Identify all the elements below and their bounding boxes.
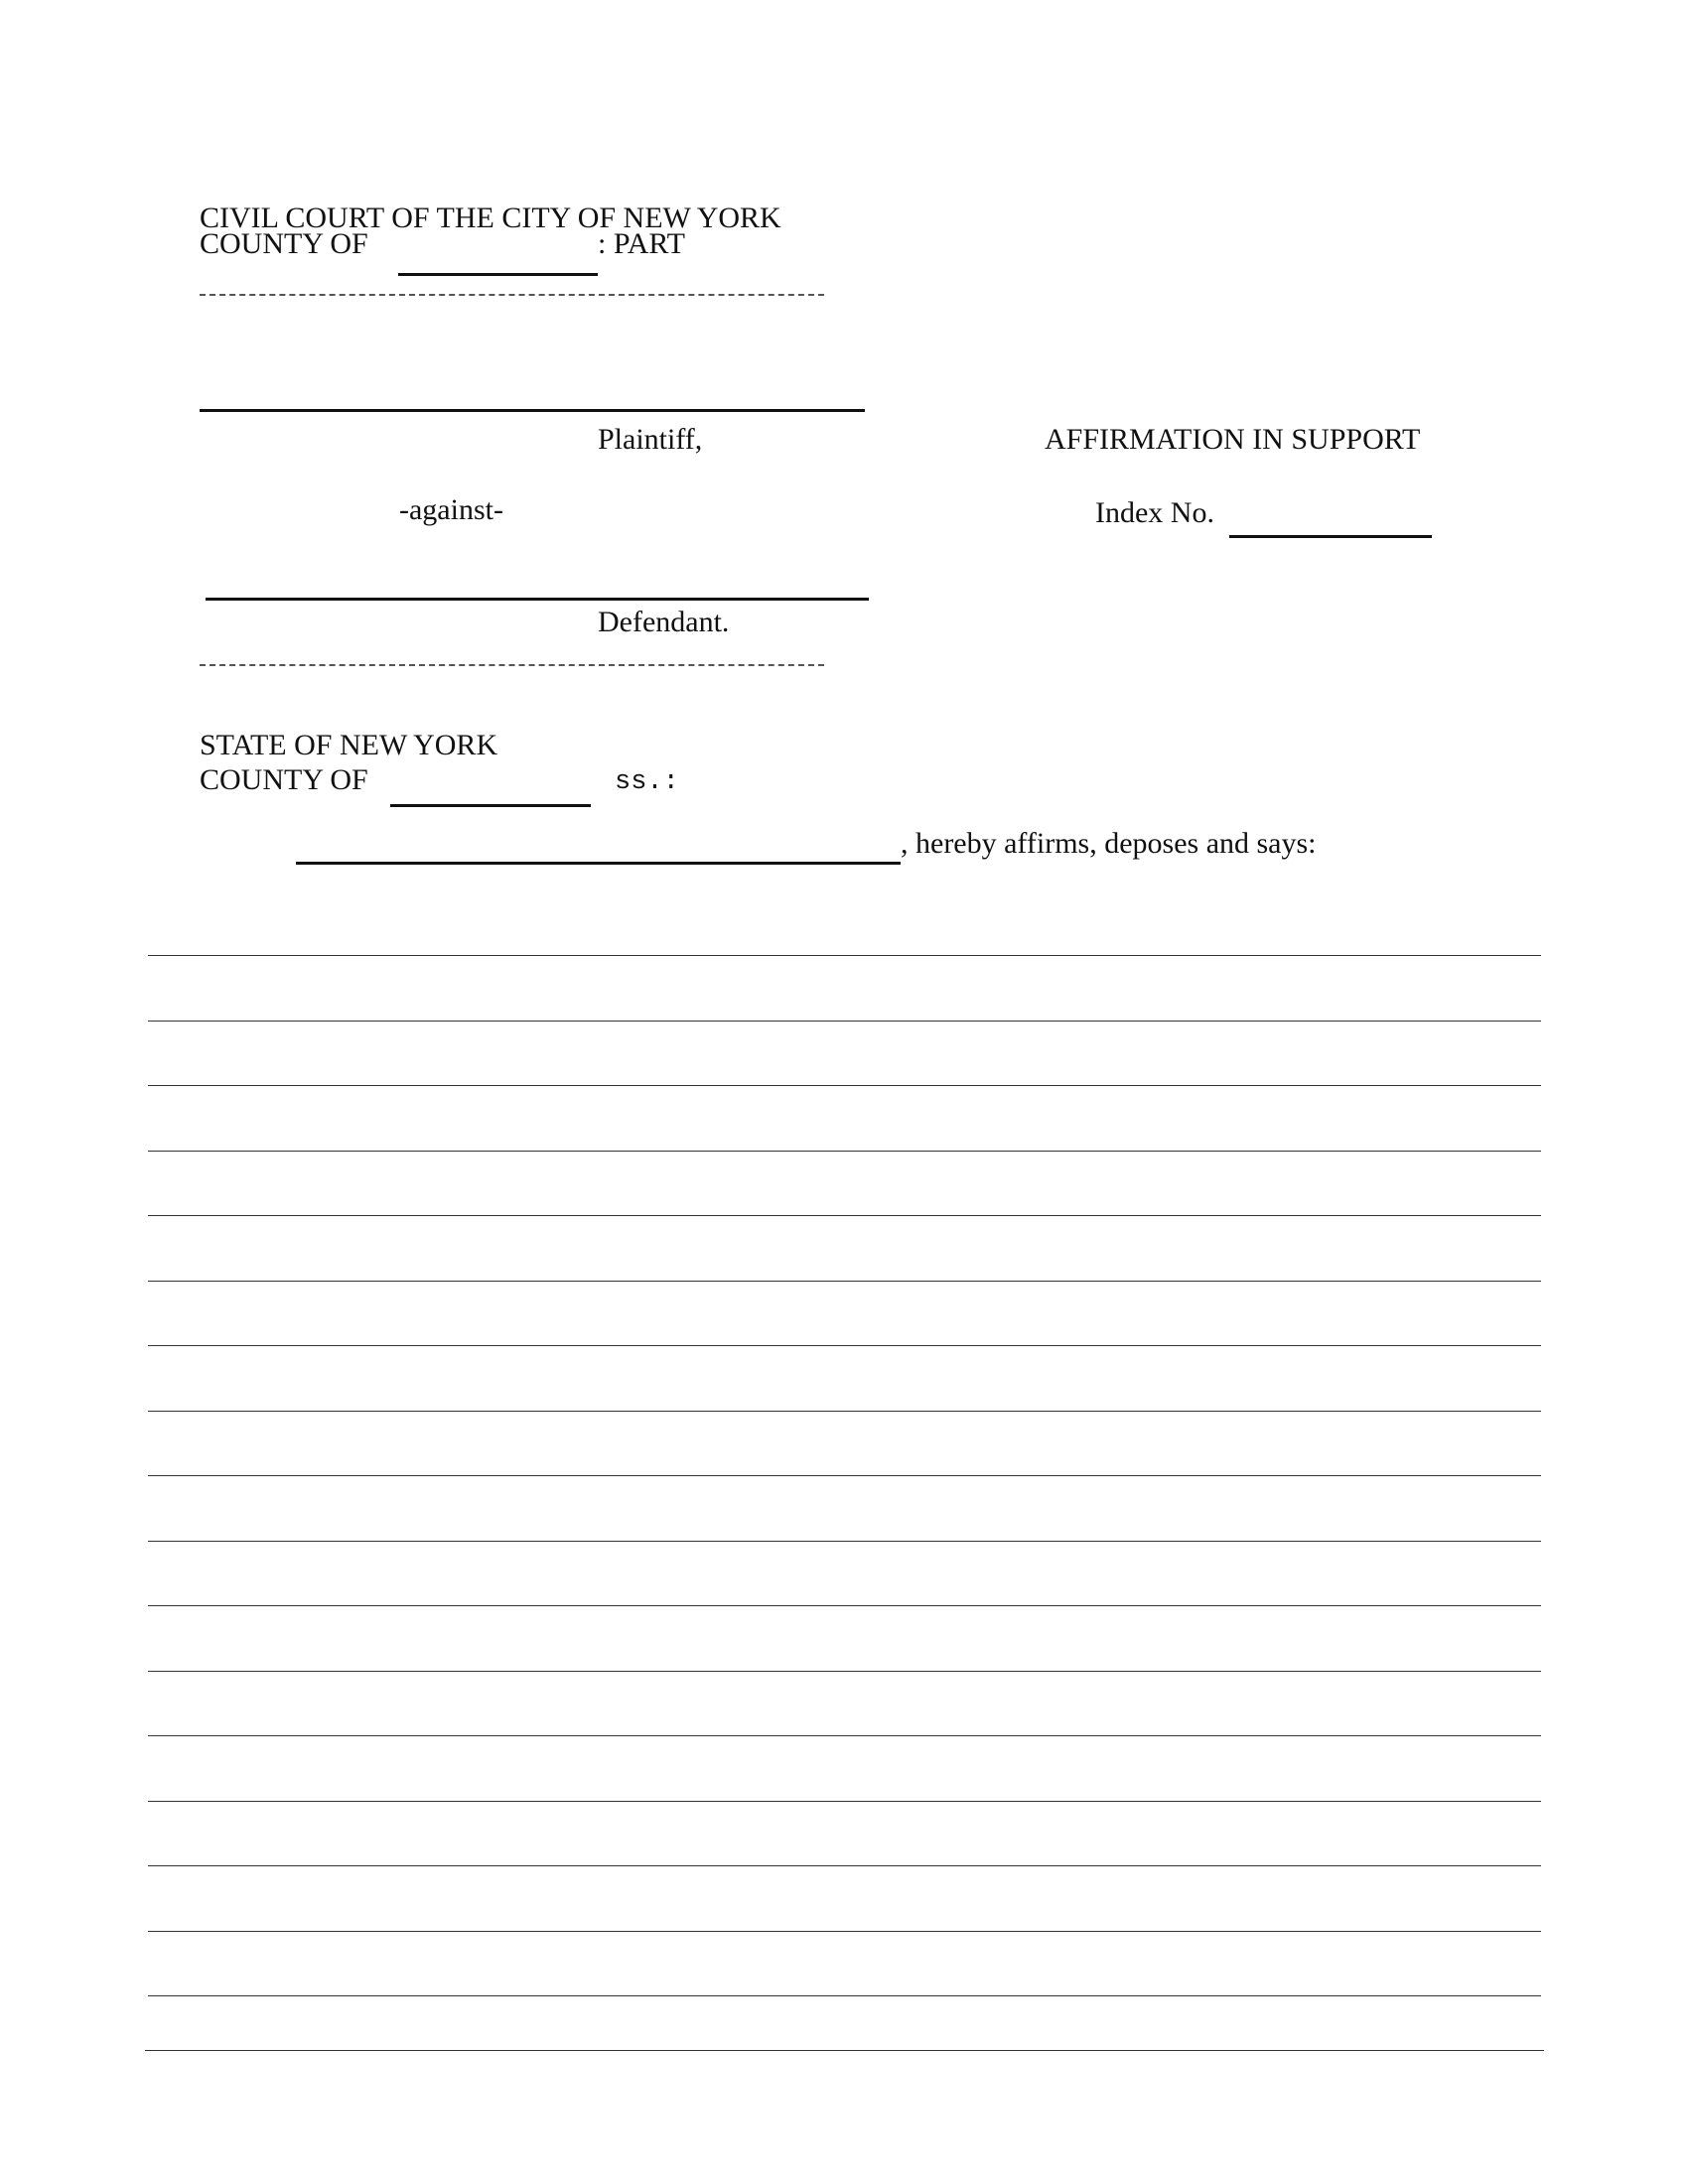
caption-divider-bottom: [200, 664, 824, 666]
ruled-line[interactable]: [148, 955, 1541, 956]
caption-divider-top: [200, 294, 824, 296]
ruled-line[interactable]: [148, 1281, 1541, 1282]
against-label: -against-: [399, 493, 503, 526]
court-name: CIVIL COURT OF THE CITY OF NEW YORK: [200, 202, 781, 234]
venue-state: STATE OF NEW YORK: [200, 729, 498, 761]
ruled-line[interactable]: [148, 1151, 1541, 1152]
ruled-line[interactable]: [148, 1801, 1541, 1802]
ruled-line[interactable]: [148, 1865, 1541, 1866]
affiant-name-field[interactable]: [296, 862, 901, 865]
ruled-line[interactable]: [148, 1995, 1541, 1996]
county-field[interactable]: [398, 273, 598, 276]
venue-county-label: COUNTY OF: [200, 763, 368, 796]
defendant-label: Defendant.: [598, 606, 730, 638]
index-number-field[interactable]: [1229, 535, 1432, 538]
closing-rule: [145, 2050, 1544, 2051]
plaintiff-label: Plaintiff,: [598, 423, 703, 456]
ruled-line[interactable]: [148, 1541, 1541, 1542]
index-number-label: Index No.: [1095, 496, 1214, 529]
ruled-line[interactable]: [148, 1475, 1541, 1476]
affirmation-intro: , hereby affirms, deposes and says:: [901, 827, 1317, 860]
ruled-line[interactable]: [148, 1671, 1541, 1672]
ruled-line[interactable]: [148, 1085, 1541, 1086]
ruled-line[interactable]: [148, 1345, 1541, 1346]
venue-county-field[interactable]: [390, 804, 591, 807]
ss-label: ss.:: [615, 767, 679, 797]
ruled-line[interactable]: [148, 1735, 1541, 1736]
ruled-line[interactable]: [148, 1021, 1541, 1022]
ruled-line[interactable]: [148, 1931, 1541, 1932]
county-label: COUNTY OF: [200, 227, 368, 260]
ruled-line[interactable]: [148, 1605, 1541, 1606]
plaintiff-name-field[interactable]: [200, 409, 865, 412]
document-title: AFFIRMATION IN SUPPORT: [1045, 423, 1421, 456]
defendant-name-field[interactable]: [206, 598, 869, 601]
ruled-line[interactable]: [148, 1411, 1541, 1412]
part-label: : PART: [598, 227, 685, 260]
ruled-line[interactable]: [148, 1215, 1541, 1216]
